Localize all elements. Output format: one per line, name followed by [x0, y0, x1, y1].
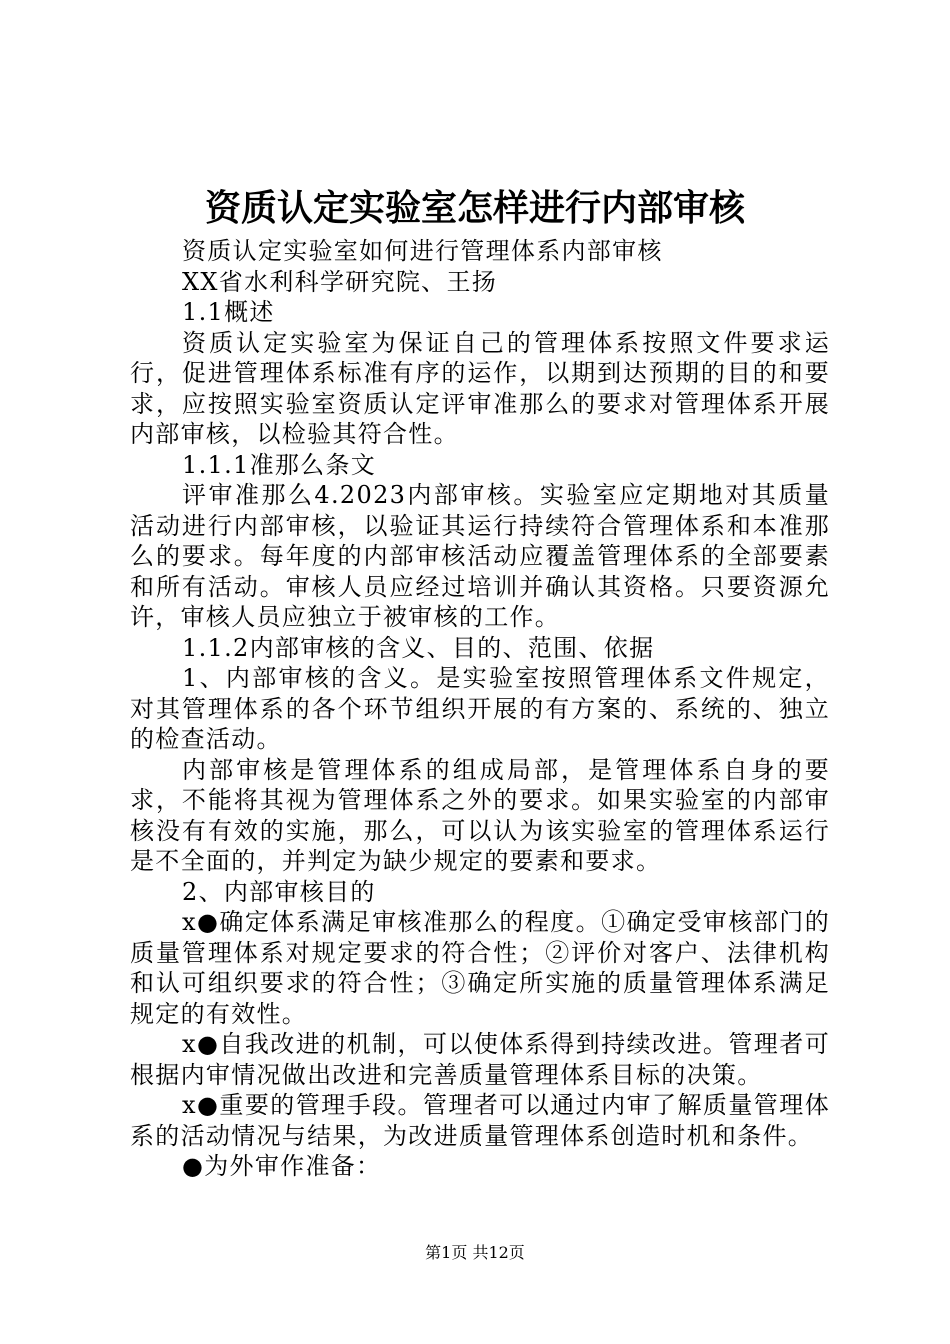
bullet-paragraph: x●自我改进的机制，可以使体系得到持续改进。管理者可根据内审情况做出改进和完善质量管理体系目标的决策。	[130, 1030, 830, 1089]
section-heading-meaning: 1.1.2内部审核的含义、目的、范围、依据	[182, 633, 655, 662]
section-heading-overview: 1.1概述	[182, 298, 275, 326]
bullet-paragraph: x●确定体系满足审核准那么的程度。①确定受审核部门的质量管理体系对规定要求的符合性；②评价对客户、法律机构和认可组织要求的符合性；③确定所实施的质量管理体系满足规定的有效性。	[130, 908, 830, 1028]
page-footer: 第1页 共12页	[425, 1243, 525, 1262]
document-title: 资质认定实验室怎样进行内部审核	[204, 187, 745, 229]
document-body	[130, 236, 830, 1182]
bullet-paragraph: x●重要的管理手段。管理者可以通过内审了解质量管理体系的活动情况与结果，为改进质量管理体系创造时机和条件。	[130, 1091, 830, 1150]
body-paragraph: 资质认定实验室为保证自己的管理体系按照文件要求运行，促进管理体系标准有序的运作，以期到达预期的目的和要求，应按照实验室资质认定评审准那么的要求对管理体系开展内部审核，以检验其符合性。	[130, 328, 830, 448]
body-paragraph: 评审准那么4.2023内部审核。实验室应定期地对其质量活动进行内部审核，以验证其运行持续符合管理体系和本准那么的要求。每年度的内部审核活动应覆盖管理体系的全部要素和所有活动。审核人员应经过培训并确认其资格。只要资源允许，审核人员应独立于被审核的工作。	[130, 481, 830, 631]
section-heading-purpose: 2、内部审核目的	[182, 877, 376, 906]
body-paragraph: 1、内部审核的含义。是实验室按照管理体系文件规定，对其管理体系的各个环节组织开展的有方案的、系统的、独立的检查活动。	[130, 664, 830, 753]
subtitle-paragraph: 资质认定实验室如何进行管理体系内部审核	[182, 237, 663, 265]
body-paragraph: 内部审核是管理体系的组成局部，是管理体系自身的要求，不能将其视为管理体系之外的要求。如果实验室的内部审核没有有效的实施，那么，可以认为该实验室的管理体系运行是不全面的，并判定为缺少规定的要素和要求。	[130, 755, 830, 875]
bullet-paragraph: ●为外审作准备：	[182, 1152, 382, 1180]
section-heading-criteria: 1.1.1准那么条文	[182, 450, 377, 479]
author-line: XX省水利科学研究院、王扬	[182, 267, 498, 296]
